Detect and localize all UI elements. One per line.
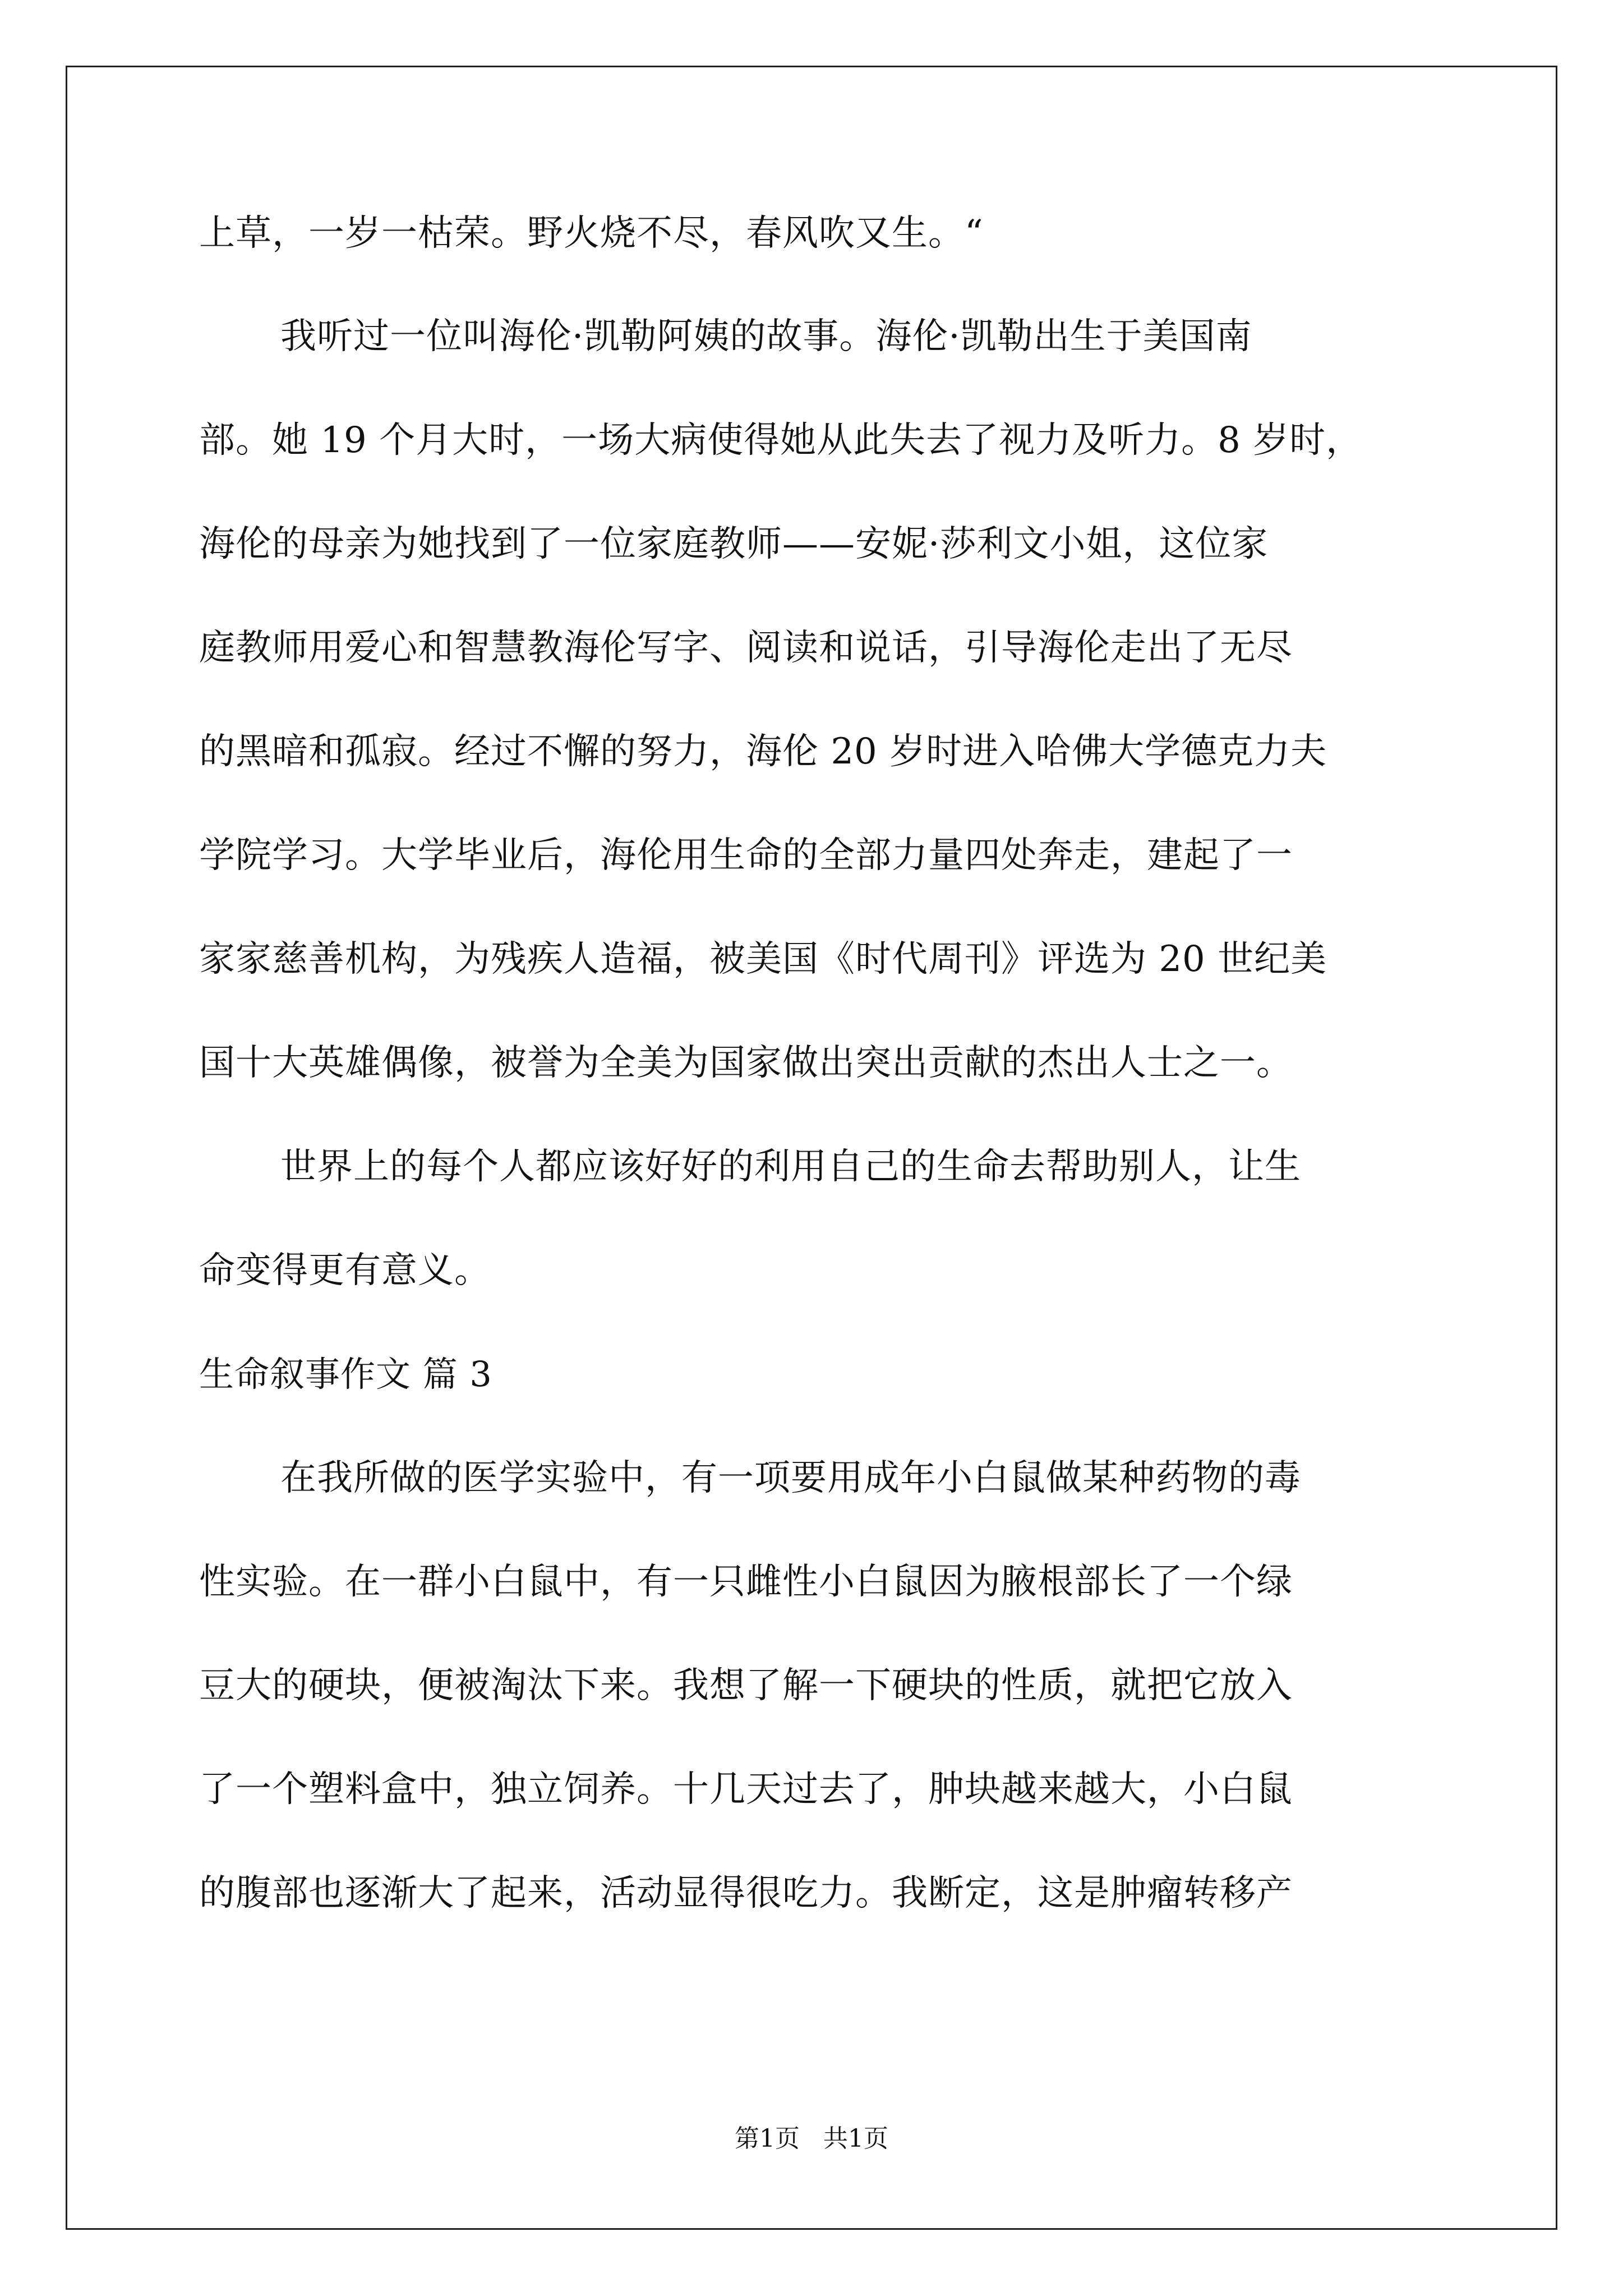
paragraph-start-line: 世界上的每个人都应该好好的利用自己的生命去帮助别人，让生 xyxy=(280,1146,1301,1188)
text-line: 国十大英雄偶像，被誉为全美为国家做出突出贡献的杰出人士之一。 xyxy=(199,1042,1293,1084)
text-line: 的腹部也逐渐大了起来，活动显得很吃力。我断定，这是肿瘤转移产 xyxy=(199,1872,1293,1914)
text-line: 豆大的硬块，便被淘汰下来。我想了解一下硬块的性质，就把它放入 xyxy=(199,1665,1293,1706)
section-heading: 生命叙事作文 篇 3 xyxy=(199,1354,492,1395)
text-line: 部。她 19 个月大时，一场大病使得她从此失去了视力及听力。8 岁时， xyxy=(199,420,1363,461)
text-line: 家家慈善机构，为残疾人造福，被美国《时代周刊》评选为 20 世纪美 xyxy=(199,938,1327,980)
page-footer: 第1页 共1页 xyxy=(735,2124,888,2153)
text-line: 了一个塑料盒中，独立饲养。十几天过去了，肿块越来越大，小白鼠 xyxy=(199,1769,1293,1810)
text-line: 命变得更有意义。 xyxy=(199,1250,491,1291)
text-line: 上草，一岁一枯荣。野火烧不尽，春风吹又生。“ xyxy=(199,213,984,254)
paragraph-start-line: 我听过一位叫海伦·凯勒阿姨的故事。海伦·凯勒出生于美国南 xyxy=(280,316,1252,357)
text-line: 学院学习。大学毕业后，海伦用生命的全部力量四处奔走，建起了一 xyxy=(199,835,1293,876)
text-line: 海伦的母亲为她找到了一位家庭教师——安妮·莎利文小姐，这位家 xyxy=(199,523,1269,565)
text-line: 的黑暗和孤寂。经过不懈的努力，海伦 20 岁时进入哈佛大学德克力夫 xyxy=(199,731,1327,772)
text-line: 庭教师用爱心和智慧教海伦写字、阅读和说话，引导海伦走出了无尽 xyxy=(199,627,1293,669)
paragraph-start-line: 在我所做的医学实验中，有一项要用成年小白鼠做某种药物的毒 xyxy=(280,1457,1301,1499)
text-line: 性实验。在一群小白鼠中，有一只雌性小白鼠因为腋根部长了一个绿 xyxy=(199,1561,1293,1603)
